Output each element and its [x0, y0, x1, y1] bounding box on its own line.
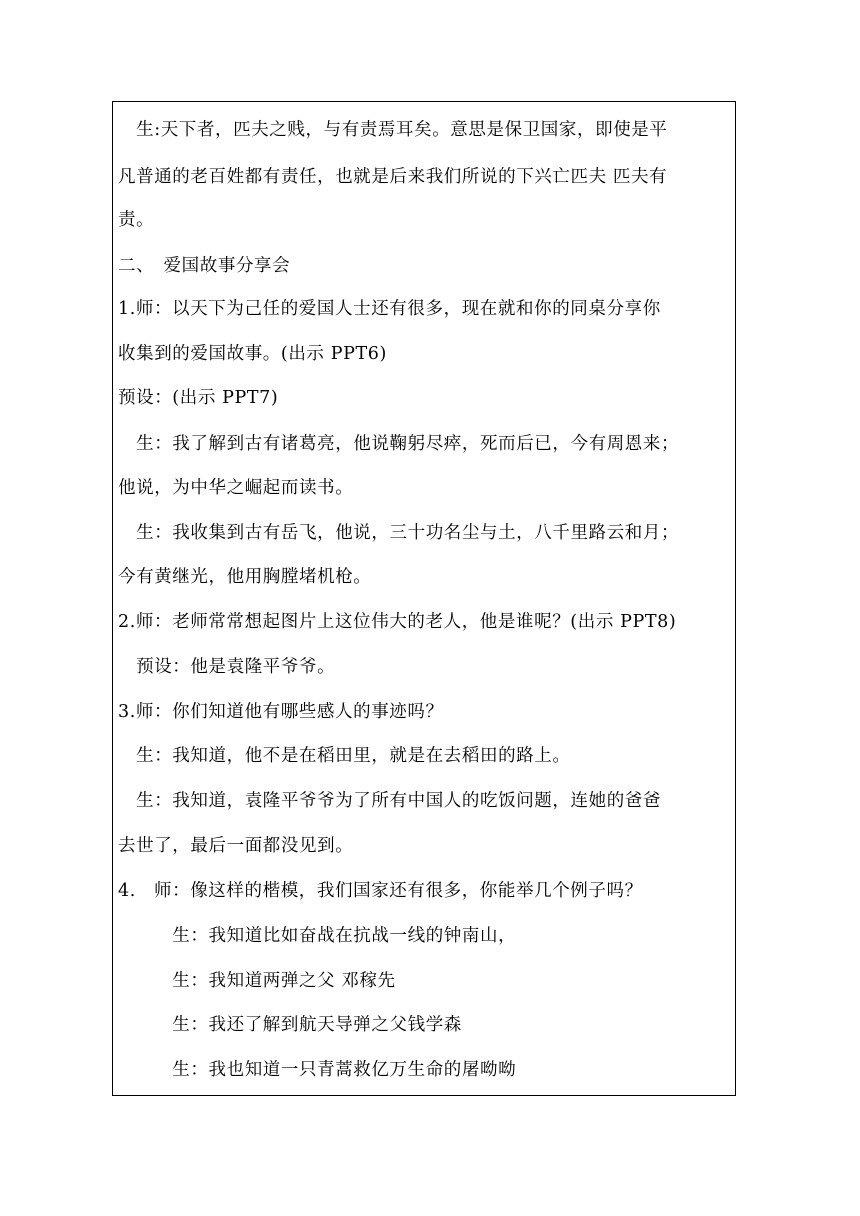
- student-line-1-cont: 他说，为中华之崛起而读书。: [118, 478, 354, 498]
- student-line-3: 生：我知道，他不是在稻田里，就是在去稻田的路上。: [118, 746, 571, 766]
- student-line-4: 生：我知道，袁隆平爷爷为了所有中国人的吃饭问题，连她的爸爸: [118, 791, 661, 811]
- teacher-line-2: 2.师：老师常常想起图片上这位伟大的老人，他是谁呢？(出示 PPT8): [118, 612, 677, 632]
- preset-line-2: 预设：他是袁隆平爷爷。: [118, 657, 336, 677]
- student-line-1: 生：我了解到古有诸葛亮，他说鞠躬尽瘁，死而后已，今有周恩来；: [118, 434, 680, 454]
- student-line-2: 生：我收集到古有岳飞，他说，三十功名尘与土，八千里路云和月；: [118, 523, 680, 543]
- student-line-4-cont: 去世了，最后一面都没见到。: [118, 836, 354, 856]
- teacher-line-1-cont: 收集到的爱国故事。(出示 PPT6): [118, 344, 387, 364]
- student-line-2-cont: 今有黄继光，他用胸膛堵机枪。: [118, 567, 372, 587]
- student-example-1: 生：我知道比如奋战在抗战一线的钟南山，: [118, 926, 517, 946]
- teacher-line-1: 1.师：以天下为己任的爱国人士还有很多，现在就和你的同桌分享你: [118, 299, 661, 319]
- preset-line-1: 预设：(出示 PPT7): [118, 388, 279, 408]
- teacher-line-3: 3.师：你们知道他有哪些感人的事迹吗？: [118, 702, 444, 722]
- section-heading: 二、 爱国故事分享会: [118, 256, 291, 276]
- student-example-4: 生：我也知道一只青蒿救亿万生命的屠呦呦: [118, 1060, 517, 1080]
- dialogue-line-3: 责。: [118, 210, 155, 230]
- student-example-3: 生：我还了解到航天导弹之父钱学森: [118, 1015, 462, 1035]
- student-example-2: 生：我知道两弹之父 邓稼先: [118, 971, 396, 991]
- dialogue-line-1: 生:天下者，匹夫之贱，与有责焉耳矣。意思是保卫国家，即使是平: [118, 120, 668, 140]
- teacher-line-4: 4. 师：像这样的楷模，我们国家还有很多，你能举几个例子吗？: [118, 881, 643, 901]
- dialogue-line-2: 凡普通的老百姓都有责任，也就是后来我们所说的下兴亡匹夫 匹夫有: [118, 167, 668, 187]
